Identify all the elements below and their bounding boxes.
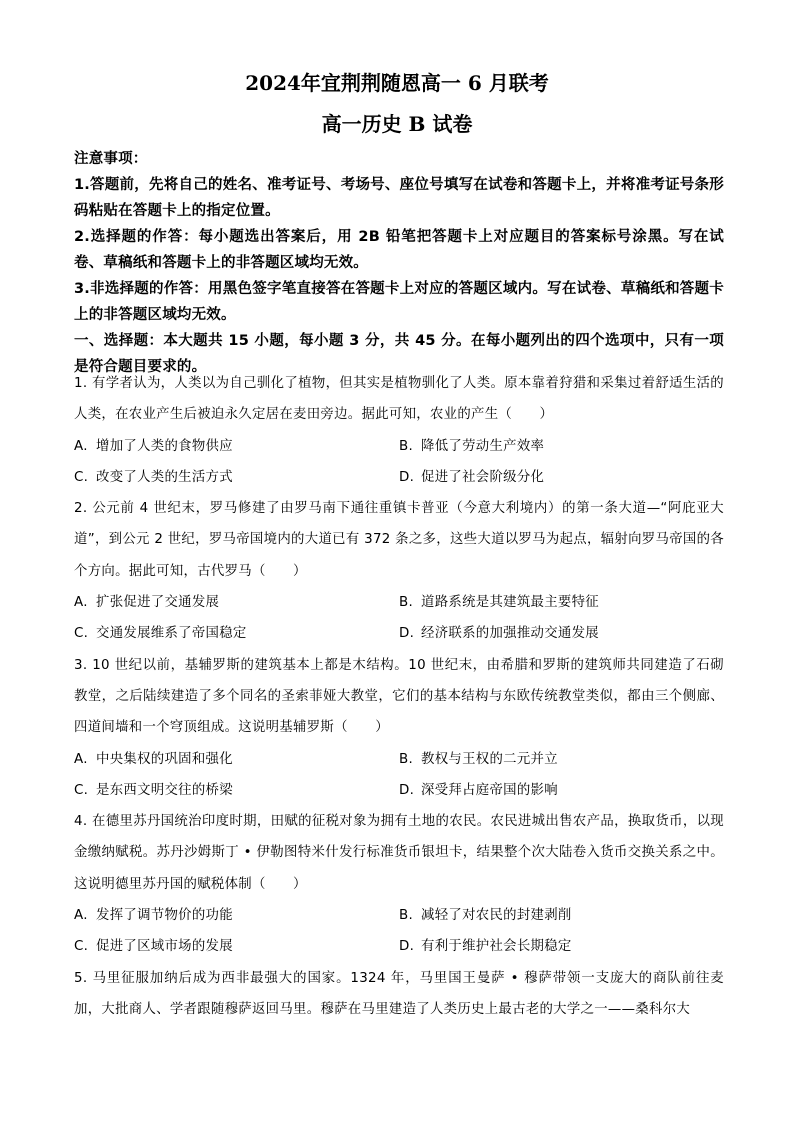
option-text: 教权与王权的二元并立	[421, 751, 558, 767]
option-d[interactable]	[399, 775, 724, 806]
option-b[interactable]	[399, 900, 724, 931]
option-text: 增加了人类的食物供应	[96, 438, 233, 454]
option-key: A.	[74, 595, 88, 611]
option-text: 改变了人类的生活方式	[96, 469, 233, 485]
option-a[interactable]	[74, 744, 399, 775]
option-key: B.	[399, 751, 414, 767]
option-a[interactable]	[74, 900, 399, 931]
option-text: 经济联系的加强推动交通发展	[421, 626, 599, 642]
option-text: 促进了区域市场的发展	[96, 939, 233, 955]
question-4	[74, 806, 724, 962]
question-stem: 5. 马里征服加纳后成为西非最强大的国家。1324 年，马里国王曼萨 • 穆萨带领一支庞大的商队前往麦加，大批商人、学者跟随穆萨返回马里。穆萨在马里建造了人类历史上最古老的大学之一——桑科尔大	[74, 970, 724, 1017]
option-key: D.	[399, 782, 415, 798]
option-a[interactable]	[74, 431, 399, 462]
option-text: 降低了劳动生产效率	[421, 438, 545, 454]
option-c[interactable]	[74, 462, 399, 493]
option-key: A.	[74, 908, 88, 924]
section-heading: 一、选择题：本大题共 15 小题，每小题 3 分，共 45 分。在每小题列出的四个选项中，只有一项是符合题目要求的。	[74, 333, 724, 375]
option-d[interactable]	[399, 618, 724, 649]
question-stem: 2. 公元前 4 世纪末，罗马修建了由罗马南下通往重镇卡普亚（今意大利境内）的第一条大道—“阿庇亚大道”，到公元 2 世纪，罗马帝国境内的大道已有 372 条之多，这些大道以罗马为起点，辐射向罗马帝国的各个方向。据此可知，古代罗马（ ）	[74, 501, 724, 579]
option-list	[74, 587, 724, 650]
option-d[interactable]	[399, 931, 724, 962]
option-key: D.	[399, 939, 415, 955]
option-a[interactable]	[74, 587, 399, 618]
notice-heading: 注意事项：	[74, 151, 148, 167]
option-list	[74, 431, 724, 494]
question-3	[74, 650, 724, 806]
exam-subtitle: 高一历史 B 试卷	[321, 112, 473, 136]
option-b[interactable]	[399, 744, 724, 775]
question-list	[74, 368, 724, 1025]
option-key: C.	[74, 626, 89, 642]
option-c[interactable]	[74, 775, 399, 806]
option-c[interactable]	[74, 931, 399, 962]
notice-item-1: 1.答题前，先将自己的姓名、准考证号、考场号、座位号填写在试卷和答题卡上，并将准考证号条形码粘贴在答题卡上的指定位置。	[74, 177, 724, 219]
option-key: A.	[74, 751, 88, 767]
option-b[interactable]	[399, 431, 724, 462]
question-stem: 4. 在德里苏丹国统治印度时期，田赋的征税对象为拥有土地的农民。农民进城出售农产品，换取货币，以现金缴纳赋税。苏丹沙姆斯丁 • 伊勒图特米什发行标准货币银坦卡，结果整个次大陆卷入货币交换关系之中。这说明德里苏丹国的赋税体制（ ）	[74, 814, 724, 892]
option-text: 有利于维护社会长期稳定	[421, 939, 572, 955]
option-text: 交通发展维系了帝国稳定	[96, 626, 247, 642]
option-text: 扩张促进了交通发展	[96, 595, 220, 611]
option-key: C.	[74, 939, 89, 955]
notice-item-3: 3.非选择题的作答：用黑色签字笔直接答在答题卡上对应的答题区域内。写在试卷、草稿纸和答题卡上的非答题区域均无效。	[74, 281, 724, 323]
question-stem: 1. 有学者认为，人类以为自己驯化了植物，但其实是植物驯化了人类。原本靠着狩猎和采集过着舒适生活的人类，在农业产生后被迫永久定居在麦田旁边。据此可知，农业的产生（ ）	[74, 376, 724, 423]
question-stem: 3. 10 世纪以前，基辅罗斯的建筑基本上都是木结构。10 世纪末，由希腊和罗斯的建筑师共同建造了石砌教堂，之后陆续建造了多个同名的圣索菲娅大教堂，它们的基本结构与东欧传统教堂类似，都由三个侧廊、四道间墙和一个穹顶组成。这说明基辅罗斯（ ）	[74, 657, 724, 736]
option-key: A.	[74, 438, 88, 454]
option-d[interactable]	[399, 462, 724, 493]
question-2	[74, 493, 724, 649]
option-list	[74, 900, 724, 963]
option-key: C.	[74, 782, 89, 798]
option-text: 深受拜占庭帝国的影响	[421, 782, 558, 798]
option-text: 是东西文明交往的桥梁	[96, 782, 233, 798]
question-1	[74, 368, 724, 493]
option-key: D.	[399, 469, 415, 485]
option-text: 减轻了对农民的封建剥削	[421, 908, 572, 924]
option-text: 发挥了调节物价的功能	[96, 908, 233, 924]
option-key: B.	[399, 908, 414, 924]
option-key: B.	[399, 595, 414, 611]
notice-item-2: 2.选择题的作答：每小题选出答案后，用 2B 铅笔把答题卡上对应题目的答案标号涂黑。写在试卷、草稿纸和答题卡上的非答题区域均无效。	[74, 229, 724, 271]
option-list	[74, 744, 724, 807]
notice-section	[74, 146, 724, 380]
exam-title: 2024年宜荆荆随恩高一 6 月联考	[245, 71, 549, 95]
option-c[interactable]	[74, 618, 399, 649]
option-text: 中央集权的巩固和强化	[96, 751, 233, 767]
option-text: 促进了社会阶级分化	[421, 469, 545, 485]
option-key: B.	[399, 438, 414, 454]
option-b[interactable]	[399, 587, 724, 618]
option-key: C.	[74, 469, 89, 485]
option-key: D.	[399, 626, 415, 642]
question-5	[74, 963, 724, 1026]
option-text: 道路系统是其建筑最主要特征	[421, 595, 599, 611]
